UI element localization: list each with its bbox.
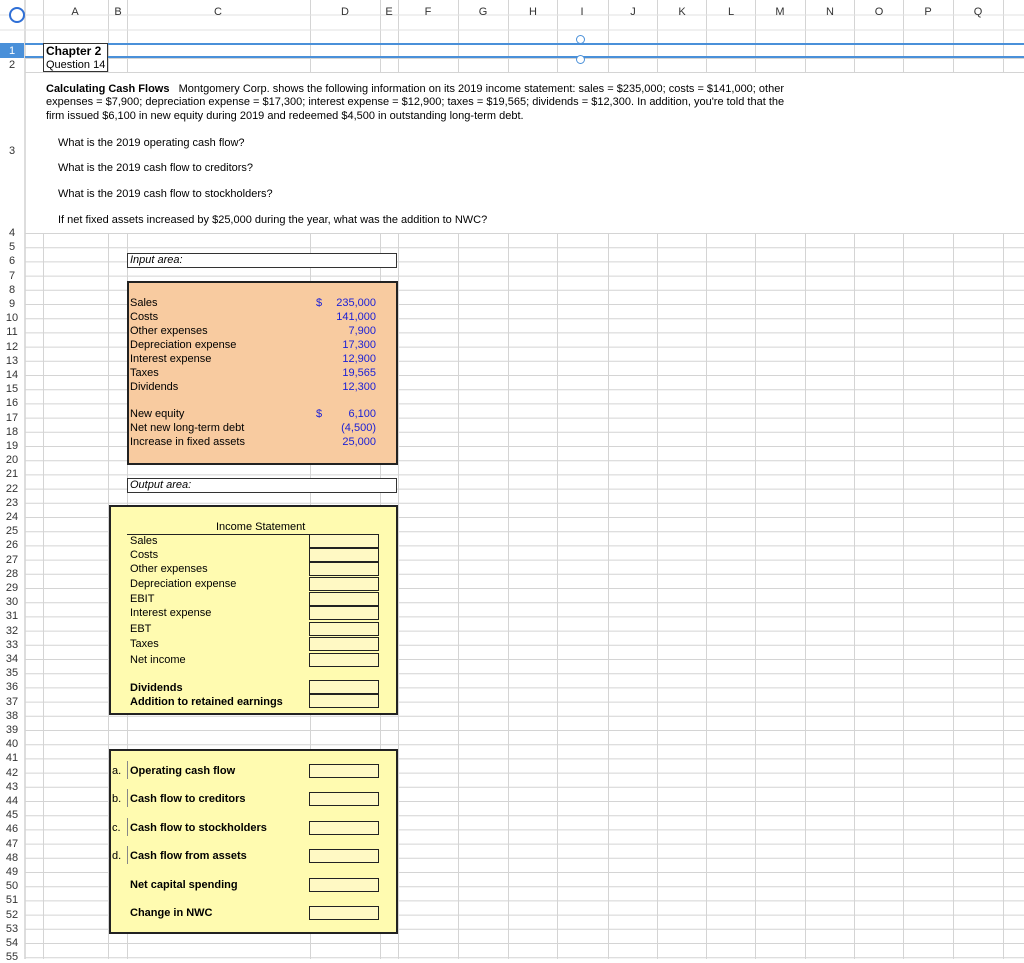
column-header-j[interactable]: J bbox=[630, 6, 636, 18]
income-statement-title[interactable]: Income Statement bbox=[216, 521, 306, 533]
row-header-47[interactable]: 47 bbox=[5, 837, 19, 850]
column-header-l[interactable]: L bbox=[727, 6, 735, 18]
answer-label[interactable]: Change in NWC bbox=[130, 907, 213, 919]
answer-cell[interactable] bbox=[309, 792, 379, 806]
column-header-b[interactable]: B bbox=[114, 6, 122, 18]
answer-prefix[interactable]: c. bbox=[112, 822, 121, 834]
answer-prefix[interactable]: b. bbox=[112, 793, 122, 805]
row-header-19[interactable]: 19 bbox=[5, 440, 19, 452]
answer-label[interactable]: Cash flow to creditors bbox=[130, 793, 246, 805]
row-header-37[interactable]: 37 bbox=[5, 695, 19, 708]
chapter-title[interactable]: Chapter 2 bbox=[46, 44, 102, 58]
row-header-35[interactable]: 35 bbox=[5, 667, 19, 680]
row-header-52[interactable]: 52 bbox=[5, 908, 19, 921]
column-header-f[interactable]: F bbox=[424, 6, 432, 18]
row-header-38[interactable]: 38 bbox=[5, 709, 19, 722]
row-header-41[interactable]: 41 bbox=[5, 752, 19, 765]
row-header-44[interactable]: 44 bbox=[5, 795, 19, 807]
question-4[interactable]: If net fixed assets increased by $25,000 during the year, what was the addition to NWC? bbox=[58, 214, 488, 226]
input-label[interactable]: Taxes bbox=[130, 367, 159, 379]
income-answer-cell[interactable] bbox=[309, 606, 379, 620]
row-header-43[interactable]: 43 bbox=[5, 780, 19, 793]
row-resize-handle-bottom[interactable] bbox=[576, 55, 585, 64]
row-header-1[interactable]: 1 bbox=[8, 45, 16, 57]
row-header-53[interactable]: 53 bbox=[5, 922, 19, 935]
question-1[interactable]: What is the 2019 operating cash flow? bbox=[58, 137, 245, 149]
input-value[interactable]: 19,565 bbox=[342, 367, 376, 379]
row-header-13[interactable]: 13 bbox=[5, 354, 19, 367]
row-header-24[interactable]: 24 bbox=[5, 511, 19, 523]
input-value[interactable]: 235,000 bbox=[336, 297, 376, 309]
column-header-m[interactable]: M bbox=[775, 6, 785, 18]
input-currency-equity[interactable]: $ bbox=[316, 408, 323, 420]
income-label[interactable]: Net income bbox=[130, 654, 186, 666]
input-value[interactable]: 17,300 bbox=[342, 339, 376, 351]
income-answer-cell[interactable] bbox=[309, 562, 379, 576]
problem-line-2[interactable]: expenses = $7,900; depreciation expense = $17,300; interest expense = $12,900; taxes = $19,565; dividends = $12,300. In addition, you're told that the bbox=[46, 96, 785, 108]
income-label[interactable]: Costs bbox=[130, 549, 159, 561]
answer-label[interactable]: Cash flow to stockholders bbox=[130, 822, 267, 834]
row-header-14[interactable]: 14 bbox=[5, 369, 19, 381]
row-header-8[interactable]: 8 bbox=[8, 283, 16, 296]
row-header-36[interactable]: 36 bbox=[5, 681, 19, 694]
row-header-3[interactable]: 3 bbox=[8, 145, 16, 157]
question-number[interactable]: Question 14 bbox=[46, 59, 106, 71]
input-area-label[interactable]: Input area: bbox=[130, 254, 183, 266]
row-header-12[interactable]: 12 bbox=[5, 340, 19, 353]
input-label[interactable]: Interest expense bbox=[130, 353, 212, 365]
income-label[interactable]: EBIT bbox=[130, 593, 155, 605]
column-header-p[interactable]: P bbox=[924, 6, 932, 18]
input-value[interactable]: 25,000 bbox=[342, 436, 376, 448]
row-header-46[interactable]: 46 bbox=[5, 823, 19, 836]
income-label[interactable]: Interest expense bbox=[130, 607, 212, 619]
answer-prefix[interactable]: d. bbox=[112, 850, 122, 862]
row-header-29[interactable]: 29 bbox=[5, 582, 19, 594]
input-value[interactable]: (4,500) bbox=[341, 422, 376, 434]
problem-line-1[interactable] bbox=[46, 83, 784, 96]
input-value[interactable]: 12,300 bbox=[342, 381, 376, 393]
row-header-23[interactable]: 23 bbox=[5, 496, 19, 509]
input-label[interactable]: Dividends bbox=[130, 381, 179, 393]
answer-label[interactable]: Cash flow from assets bbox=[130, 850, 247, 862]
input-label[interactable]: Depreciation expense bbox=[130, 339, 237, 351]
income-label[interactable]: EBT bbox=[130, 623, 152, 635]
row-header-2[interactable]: 2 bbox=[8, 59, 16, 71]
column-header-h[interactable]: H bbox=[529, 6, 537, 18]
output-area-label[interactable]: Output area: bbox=[130, 479, 192, 491]
input-value[interactable]: 7,900 bbox=[348, 325, 376, 337]
dividends-label[interactable]: Dividends bbox=[130, 682, 183, 694]
selected-row-outline bbox=[25, 43, 1024, 58]
row-header-18[interactable]: 18 bbox=[5, 425, 19, 438]
addition-re-label[interactable]: Addition to retained earnings bbox=[130, 696, 283, 708]
row-header-48[interactable]: 48 bbox=[5, 851, 19, 864]
input-value[interactable]: 6,100 bbox=[348, 408, 376, 420]
row-header-42[interactable]: 42 bbox=[5, 766, 19, 779]
row-header-25[interactable]: 25 bbox=[5, 525, 19, 538]
input-value[interactable]: 12,900 bbox=[342, 353, 376, 365]
row-header-26[interactable]: 26 bbox=[5, 539, 19, 552]
row-header-11[interactable]: 11 bbox=[6, 326, 18, 339]
column-header-g[interactable]: G bbox=[478, 6, 488, 18]
row-header-55[interactable]: 55 bbox=[5, 951, 19, 963]
column-header-a[interactable]: A bbox=[71, 6, 79, 18]
input-label[interactable]: New equity bbox=[130, 408, 185, 420]
income-answer-cell[interactable] bbox=[309, 622, 379, 636]
income-answer-cell[interactable] bbox=[309, 548, 379, 562]
income-answer-cell[interactable] bbox=[309, 534, 379, 548]
row-header-54[interactable]: 54 bbox=[5, 937, 19, 949]
row-header-50[interactable]: 50 bbox=[5, 880, 19, 893]
column-header-n[interactable]: N bbox=[826, 6, 834, 18]
income-label[interactable]: Taxes bbox=[130, 638, 159, 650]
row-header-9[interactable]: 9 bbox=[8, 298, 16, 310]
row-header-5[interactable]: 5 bbox=[8, 241, 16, 254]
input-label[interactable]: Net new long-term debt bbox=[130, 422, 245, 434]
row-header-15[interactable]: 15 bbox=[5, 383, 19, 396]
input-currency-sales[interactable]: $ bbox=[316, 297, 323, 309]
answer-prefix[interactable]: a. bbox=[112, 765, 122, 777]
column-header-q[interactable]: Q bbox=[973, 6, 983, 18]
row-header-33[interactable]: 33 bbox=[5, 638, 19, 651]
column-header-k[interactable]: K bbox=[678, 6, 686, 18]
column-header-o[interactable]: O bbox=[874, 6, 884, 18]
income-answer-cell[interactable] bbox=[309, 577, 379, 591]
answer-label[interactable]: Net capital spending bbox=[130, 879, 238, 891]
column-header-i[interactable]: I bbox=[580, 6, 584, 18]
row-header-39[interactable]: 39 bbox=[5, 724, 19, 736]
row-header-31[interactable]: 31 bbox=[5, 610, 19, 623]
question-2[interactable]: What is the 2019 cash flow to creditors? bbox=[58, 162, 254, 174]
row-header-21[interactable]: 21 bbox=[5, 468, 19, 481]
problem-text-1: Montgomery Corp. shows the following information on its 2019 income statement: sales = $235,000; costs = $141,000; other bbox=[178, 83, 784, 95]
problem-title: Calculating Cash Flows bbox=[46, 83, 170, 95]
row-header-17[interactable]: 17 bbox=[5, 411, 19, 424]
input-label[interactable]: Sales bbox=[130, 297, 158, 309]
row-header-34[interactable]: 34 bbox=[5, 653, 19, 665]
row-header-20[interactable]: 20 bbox=[5, 454, 19, 467]
answer-cell[interactable] bbox=[309, 906, 379, 920]
row-header-16[interactable]: 16 bbox=[5, 397, 19, 410]
select-all-icon[interactable] bbox=[9, 7, 25, 23]
question-3[interactable]: What is the 2019 cash flow to stockholders? bbox=[58, 188, 273, 200]
answer-cell[interactable] bbox=[309, 878, 379, 892]
column-header-e[interactable]: E bbox=[385, 6, 393, 18]
row-header-7[interactable]: 7 bbox=[8, 269, 16, 282]
answer-label[interactable]: Operating cash flow bbox=[130, 765, 236, 777]
row-header-6[interactable]: 6 bbox=[8, 255, 16, 268]
dividends-answer-cell[interactable] bbox=[309, 680, 379, 694]
income-label[interactable]: Other expenses bbox=[130, 563, 208, 575]
addition-re-answer-cell[interactable] bbox=[309, 694, 379, 708]
row-header-27[interactable]: 27 bbox=[5, 553, 19, 566]
answer-cell[interactable] bbox=[309, 821, 379, 835]
row-header-51[interactable]: 51 bbox=[5, 894, 19, 907]
input-label[interactable]: Increase in fixed assets bbox=[130, 436, 245, 448]
row-header-4[interactable]: 4 bbox=[8, 227, 16, 239]
row-header-30[interactable]: 30 bbox=[5, 596, 19, 609]
input-label[interactable]: Costs bbox=[130, 311, 159, 323]
row-header-22[interactable]: 22 bbox=[5, 482, 19, 495]
income-answer-cell[interactable] bbox=[309, 653, 379, 667]
answer-cell[interactable] bbox=[309, 849, 379, 863]
row-header-45[interactable]: 45 bbox=[5, 809, 19, 822]
income-label[interactable]: Depreciation expense bbox=[130, 578, 237, 590]
input-label[interactable]: Other expenses bbox=[130, 325, 208, 337]
row-header-49[interactable]: 49 bbox=[5, 866, 19, 878]
income-answer-cell[interactable] bbox=[309, 637, 379, 651]
answer-cell[interactable] bbox=[309, 764, 379, 778]
row-header-40[interactable]: 40 bbox=[5, 738, 19, 751]
column-header-c[interactable]: C bbox=[214, 6, 222, 18]
row-header-28[interactable]: 28 bbox=[5, 567, 19, 580]
row-header-32[interactable]: 32 bbox=[5, 624, 19, 637]
row-resize-handle-top[interactable] bbox=[576, 35, 585, 44]
column-header-d[interactable]: D bbox=[341, 6, 349, 18]
problem-line-3[interactable]: firm issued $6,100 in new equity during 2019 and redeemed $4,500 in outstanding long-term debt. bbox=[46, 110, 524, 122]
income-label[interactable]: Sales bbox=[130, 535, 158, 547]
income-answer-cell[interactable] bbox=[309, 592, 379, 606]
input-value[interactable]: 141,000 bbox=[336, 311, 376, 323]
row-header-10[interactable]: 10 bbox=[5, 312, 19, 325]
